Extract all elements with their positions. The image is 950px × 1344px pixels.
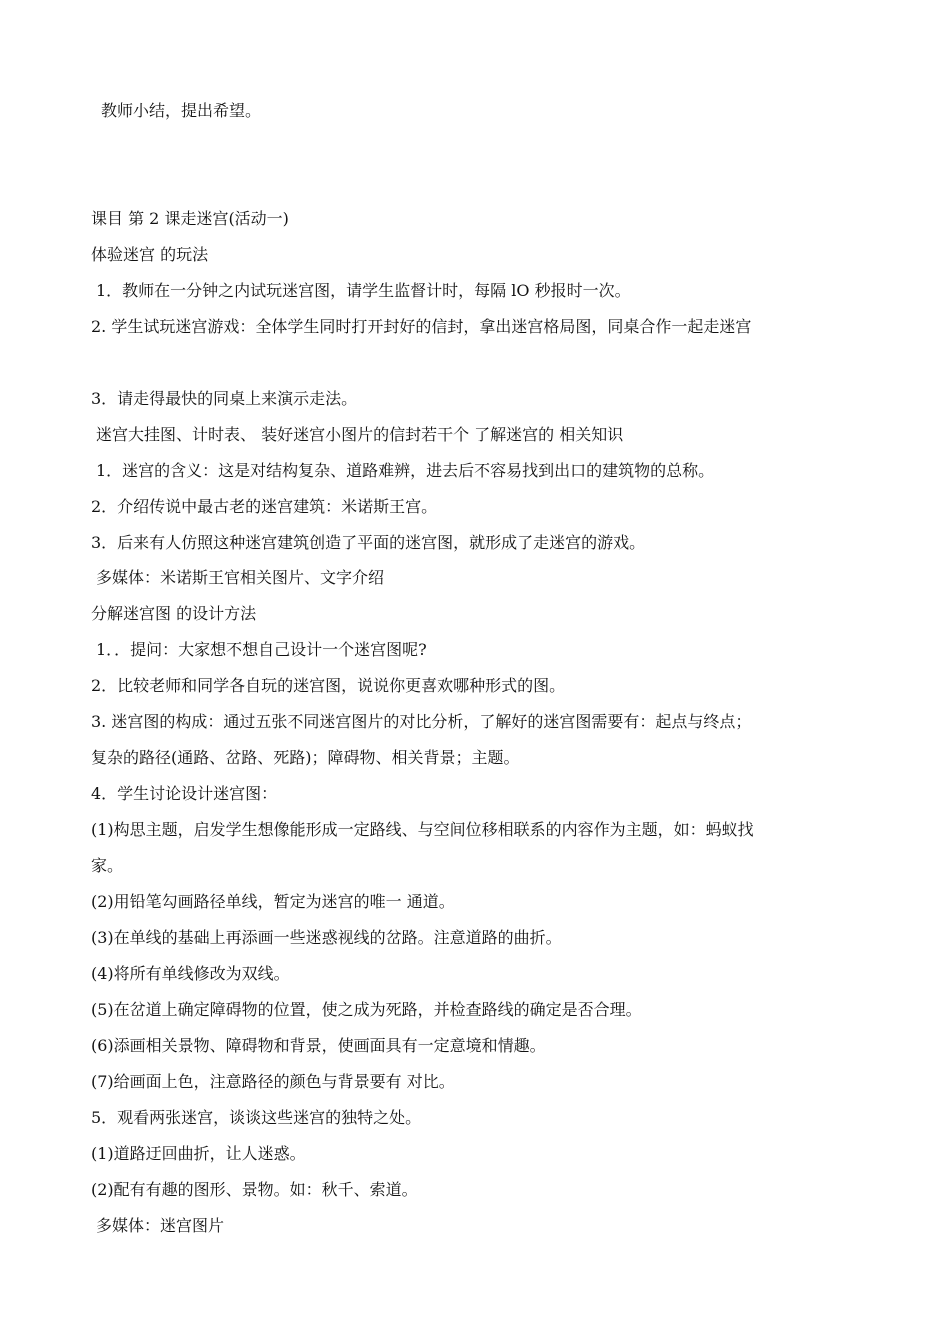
paragraph-line: (5)在岔道上确定障碍物的位置，使之成为死路，并检查路线的确定是否合理。 xyxy=(91,1000,642,1019)
paragraph-line: 4．学生讨论设计迷宫图： xyxy=(91,784,278,803)
paragraph-line: (3)在单线的基础上再添画一些迷惑视线的岔路。注意道路的曲折。 xyxy=(91,928,562,947)
paragraph-line: (6)添画相关景物、障碍物和背景，使画面具有一定意境和情趣。 xyxy=(91,1036,546,1055)
paragraph-line: 1．．提问：大家想不想自己设计一个迷宫图呢? xyxy=(96,640,427,659)
paragraph-line: 家。 xyxy=(91,856,124,875)
paragraph-line: 3．请走得最快的同桌上来演示走法。 xyxy=(91,389,358,408)
section-heading: 分解迷宫图 的设计方法 xyxy=(91,604,257,623)
summary-line: 教师小结，提出希望。 xyxy=(101,101,262,120)
paragraph-line: 复杂的路径(通路、岔路、死路)；障碍物、相关背景；主题。 xyxy=(91,748,520,767)
paragraph-line: (2)配有有趣的图形、景物。如：秋千、索道。 xyxy=(91,1180,418,1199)
paragraph-line: 1．教师在一分钟之内试玩迷宫图，请学生监督计时，每隔 lO 秒报时一次。 xyxy=(96,281,631,300)
paragraph-line: (1)道路迂回曲折，让人迷惑。 xyxy=(91,1144,306,1163)
lesson-title: 课目 第 2 课走迷宫(活动一) xyxy=(91,209,289,228)
paragraph-line: 2．比较老师和同学各自玩的迷宫图，说说你更喜欢哪种形式的图。 xyxy=(91,676,566,695)
paragraph-line: 多媒体：米诺斯王官相关图片、文字介绍 xyxy=(96,568,385,587)
paragraph-line: 迷宫大挂图、计时表、 装好迷宫小图片的信封若干个 了解迷宫的 相关知识 xyxy=(96,425,624,444)
paragraph-line: 1．迷宫的含义：这是对结构复杂、道路难辨，进去后不容易找到出口的建筑物的总称。 xyxy=(96,461,715,480)
paragraph-line: (2)用铅笔勾画路径单线，暂定为迷宫的唯一 通道。 xyxy=(91,892,455,911)
paragraph-line: (4)将所有单线修改为双线。 xyxy=(91,964,290,983)
paragraph-line: 2．介绍传说中最古老的迷宫建筑：米诺斯王宫。 xyxy=(91,497,438,516)
paragraph-line: (7)给画面上色，注意路径的颜色与背景要有 对比。 xyxy=(91,1072,455,1091)
section-heading: 体验迷宫 的玩法 xyxy=(91,245,209,264)
paragraph-line: 2. 学生试玩迷宫游戏：全体学生同时打开封好的信封，拿出迷宫格局图，同桌合作一起走迷宫 xyxy=(91,317,752,336)
paragraph-line: 3．后来有人仿照这种迷宫建筑创造了平面的迷宫图，就形成了走迷宫的游戏。 xyxy=(91,533,646,552)
paragraph-line: (1)构思主题，启发学生想像能形成一定路线、与空间位移相联系的内容作为主题，如：蚂蚁找 xyxy=(91,820,754,839)
paragraph-line: 多媒体：迷宫图片 xyxy=(96,1216,225,1235)
paragraph-line: 3. 迷宫图的构成：通过五张不同迷宫图片的对比分析，了解好的迷宫图需要有：起点与终点； xyxy=(91,712,752,731)
paragraph-line: 5．观看两张迷宫，谈谈这些迷宫的独特之处。 xyxy=(91,1108,422,1127)
